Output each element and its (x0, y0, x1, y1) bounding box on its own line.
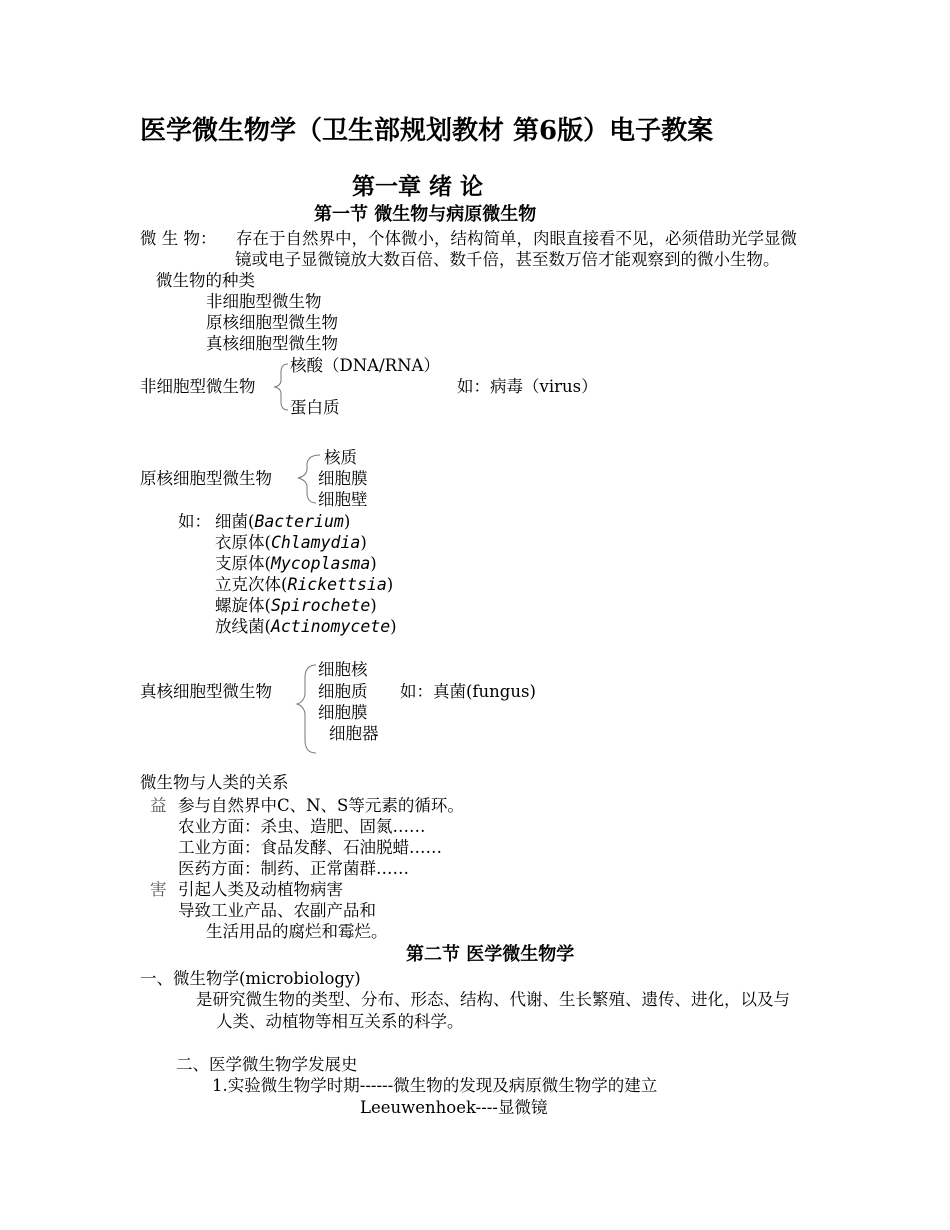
harm-item: 引起人类及动植物病害 (178, 880, 343, 899)
chapter-title: 第一章 绪 论 (352, 173, 484, 200)
harm-item: 导致工业产品、农副产品和 (178, 901, 376, 920)
type-item: 非细胞型微生物 (206, 292, 322, 311)
history-subitem: Leeuwenhoek----显微镜 (360, 1098, 548, 1117)
definition-line-1: 存在于自然界中，个体微小，结构简单，肉眼直接看不见，必须借助光学显微 (236, 229, 797, 248)
prokaryote-label: 原核细胞型微生物 (140, 469, 272, 488)
eukaryote-example: 如：真菌(fungus) (400, 682, 536, 701)
section2-item1-line1: 是研究微生物的类型、分布、形态、结构、代谢、生长繁殖、遗传、进化，以及与 (196, 990, 790, 1009)
document-title: 医学微生物学（卫生部规划教材 第6版）电子教案 (140, 116, 714, 146)
type-item: 原核细胞型微生物 (206, 313, 338, 332)
example-item: 螺旋体(Spirochete) (215, 596, 377, 615)
harm-marker: 害 (150, 880, 167, 899)
acellular-item: 蛋白质 (290, 398, 340, 417)
example-item: 立克次体(Rickettsia) (215, 575, 394, 594)
example-item: 衣原体(Chlamydia) (215, 533, 367, 552)
benefit-item: 参与自然界中C、N、S等元素的循环。 (178, 796, 464, 815)
acellular-example: 如：病毒（virus） (457, 377, 598, 396)
prokaryote-item: 核质 (324, 448, 357, 467)
section2-item1-line2: 人类、动植物等相互关系的科学。 (216, 1012, 464, 1031)
history-item: 1.实验微生物学时期------微生物的发现及病原微生物学的建立 (212, 1076, 658, 1095)
benefit-marker: 益 (150, 796, 167, 815)
types-heading: 微生物的种类 (156, 271, 255, 290)
acellular-label: 非细胞型微生物 (140, 377, 256, 396)
eukaryote-item: 细胞核 (318, 660, 368, 679)
type-item: 真核细胞型微生物 (206, 334, 338, 353)
prokaryote-item: 细胞膜 (318, 469, 368, 488)
harm-item: 生活用品的腐烂和霉烂。 (206, 922, 388, 941)
example-item: 支原体(Mycoplasma) (215, 554, 377, 573)
example-item: 放线菌(Actinomycete) (215, 617, 397, 636)
relation-heading: 微生物与人类的关系 (140, 773, 289, 792)
benefit-item: 农业方面：杀虫、造肥、固氮…… (178, 817, 426, 836)
eukaryote-label: 真核细胞型微生物 (140, 682, 272, 701)
benefit-item: 医药方面：制药、正常菌群…… (178, 859, 409, 878)
section2-item1-title: 一、微生物学(microbiology) (140, 969, 361, 988)
section2-heading: 第二节 医学微生物学 (406, 944, 575, 965)
example-item: 细菌(Bacterium) (215, 512, 351, 531)
section1-heading: 第一节 微生物与病原微生物 (314, 204, 537, 225)
eukaryote-item: 细胞膜 (318, 703, 368, 722)
definition-line-2: 镜或电子显微镜放大数百倍、数千倍，甚至数万倍才能观察到的微小生物。 (235, 250, 780, 269)
benefit-item: 工业方面：食品发酵、石油脱蜡…… (178, 838, 442, 857)
acellular-item: 核酸（DNA/RNA） (290, 356, 440, 375)
brace-eukaryote (294, 662, 318, 756)
section2-item2-title: 二、医学微生物学发展史 (176, 1055, 358, 1074)
brace-acellular (272, 362, 292, 412)
prokaryote-example-prefix: 如： (178, 512, 211, 531)
definition-term: 微 生 物： (140, 229, 217, 248)
eukaryote-item: 细胞质 (318, 682, 368, 701)
brace-prokaryote (294, 452, 322, 506)
eukaryote-item: 细胞器 (329, 724, 379, 743)
prokaryote-item: 细胞壁 (318, 490, 368, 509)
